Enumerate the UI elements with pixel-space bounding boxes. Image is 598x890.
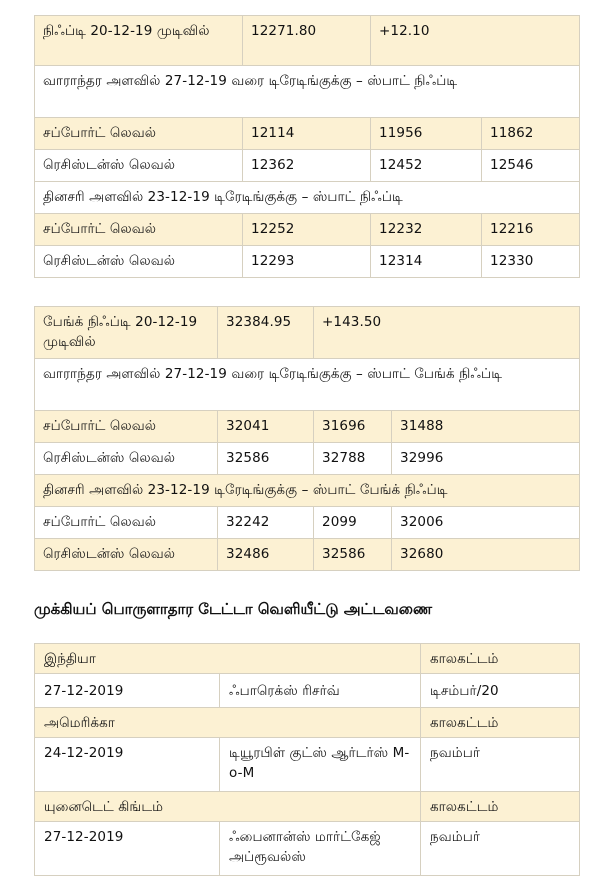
release-period: டிசம்பர்/20	[421, 674, 580, 708]
resistance-label: ரெசிஸ்டன்ஸ் லெவல்	[35, 443, 218, 475]
resistance-value: 12293	[243, 246, 371, 278]
resistance-value: 32586	[218, 443, 314, 475]
economic-calendar-table	[34, 643, 580, 876]
bank-nifty-close-value: 32384.95	[218, 307, 314, 359]
table-row	[35, 359, 580, 411]
table-row	[35, 475, 580, 507]
table-row	[35, 822, 580, 876]
support-value: 31488	[392, 411, 580, 443]
nifty-weekly-title: வாராந்தர அளவில் 27-12-19 வரை டிரேடிங்குக்கு – ஸ்பாட் நிஃப்டி	[35, 66, 580, 118]
support-value: 32041	[218, 411, 314, 443]
support-value: 12114	[243, 118, 371, 150]
resistance-value: 12314	[371, 246, 482, 278]
table-row	[35, 443, 580, 475]
resistance-value: 32788	[314, 443, 392, 475]
support-value: 11956	[371, 118, 482, 150]
table-row	[35, 307, 580, 359]
table-row	[35, 214, 580, 246]
support-label: சப்போர்ட் லெவல்	[35, 411, 218, 443]
resistance-value: 12452	[371, 150, 482, 182]
support-value: 12216	[482, 214, 580, 246]
support-value: 32242	[218, 507, 314, 539]
table-row	[35, 246, 580, 278]
resistance-value: 32996	[392, 443, 580, 475]
release-event: டியூரபிள் குட்ஸ் ஆர்டர்ஸ் M-o-M	[220, 738, 421, 792]
period-header: காலகட்டம்	[421, 708, 580, 738]
nifty-daily-title: தினசரி அளவில் 23-12-19 டிரேடிங்குக்கு – ஸ்பாட் நிஃப்டி	[35, 182, 580, 214]
support-value: 11862	[482, 118, 580, 150]
bank-nifty-close-label: பேங்க் நிஃப்டி 20-12-19 முடிவில்	[35, 307, 218, 359]
release-period: நவம்பர்	[421, 738, 580, 792]
calendar-title: முக்கியப் பொருளாதார டேட்டா வெளியீட்டு அட்டவணை	[34, 600, 433, 618]
nifty-close-value: 12271.80	[243, 16, 371, 66]
resistance-label: ரெசிஸ்டன்ஸ் லெவல்	[35, 246, 243, 278]
release-date: 27-12-2019	[35, 674, 220, 708]
resistance-label: ரெசிஸ்டன்ஸ் லெவல்	[35, 150, 243, 182]
resistance-value: 32486	[218, 539, 314, 571]
support-label: சப்போர்ட் லெவல்	[35, 507, 218, 539]
table-row	[35, 182, 580, 214]
release-period: நவம்பர்	[421, 822, 580, 876]
period-header: காலகட்டம்	[421, 792, 580, 822]
resistance-value: 32680	[392, 539, 580, 571]
table-row	[35, 411, 580, 443]
country-uk: யுனைடெட் கிங்டம்	[35, 792, 421, 822]
support-value: 31696	[314, 411, 392, 443]
resistance-value: 12362	[243, 150, 371, 182]
support-value: 12252	[243, 214, 371, 246]
support-label: சப்போர்ட் லெவல்	[35, 214, 243, 246]
release-event: ஃபாரெக்ஸ் ரிசர்வ்	[220, 674, 421, 708]
support-value: 2099	[314, 507, 392, 539]
country-india: இந்தியா	[35, 644, 421, 674]
resistance-value: 12546	[482, 150, 580, 182]
release-date: 24-12-2019	[35, 738, 220, 792]
table-row	[35, 644, 580, 674]
table-row	[35, 507, 580, 539]
bank-nifty-daily-title: தினசரி அளவில் 23-12-19 டிரேடிங்குக்கு – ஸ்பாட் பேங்க் நிஃப்டி	[35, 475, 580, 507]
table-row	[35, 708, 580, 738]
release-event: ஃபைனான்ஸ் மார்ட்கேஜ் அப்ரூவல்ஸ்	[220, 822, 421, 876]
support-value: 12232	[371, 214, 482, 246]
nifty-close-label: நிஃப்டி 20-12-19 முடிவில்	[35, 16, 243, 66]
period-header: காலகட்டம்	[421, 644, 580, 674]
nifty-levels-table	[34, 15, 580, 278]
release-date: 27-12-2019	[35, 822, 220, 876]
bank-nifty-change-value: +143.50	[314, 307, 580, 359]
table-row	[35, 66, 580, 118]
resistance-value: 12330	[482, 246, 580, 278]
support-value: 32006	[392, 507, 580, 539]
table-row	[35, 539, 580, 571]
support-label: சப்போர்ட் லெவல்	[35, 118, 243, 150]
resistance-value: 32586	[314, 539, 392, 571]
table-row	[35, 738, 580, 792]
resistance-label: ரெசிஸ்டன்ஸ் லெவல்	[35, 539, 218, 571]
bank-nifty-levels-table	[34, 306, 580, 571]
table-row	[35, 150, 580, 182]
country-usa: அமெரிக்கா	[35, 708, 421, 738]
bank-nifty-weekly-title: வாராந்தர அளவில் 27-12-19 வரை டிரேடிங்குக்கு – ஸ்பாட் பேங்க் நிஃப்டி	[35, 359, 580, 411]
table-row	[35, 792, 580, 822]
table-row	[35, 16, 580, 66]
table-row	[35, 674, 580, 708]
table-row	[35, 118, 580, 150]
nifty-change-value: +12.10	[371, 16, 580, 66]
